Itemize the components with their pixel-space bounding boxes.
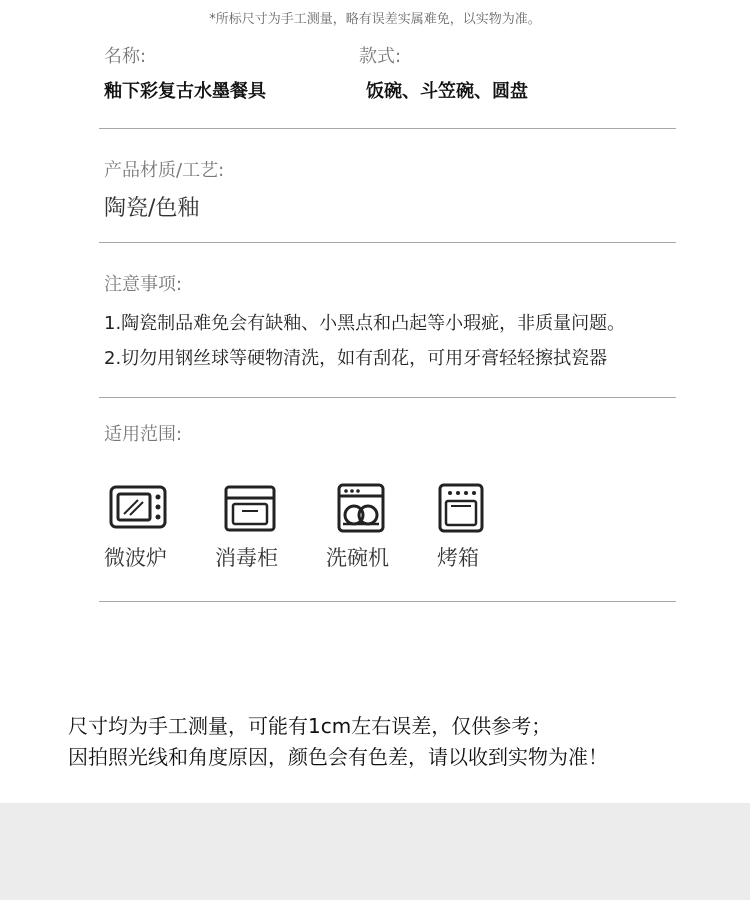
scope-item-label: 微波炉 xyxy=(104,546,167,570)
divider xyxy=(99,128,676,129)
note-item: 2.切勿用钢丝球等硬物清洗，如有刮花，可用牙膏轻轻擦拭瓷器 xyxy=(104,348,608,369)
microwave-icon xyxy=(108,482,168,534)
note-item: 1.陶瓷制品难免会有缺釉、小黑点和凸起等小瑕疵，非质量问题。 xyxy=(104,313,626,334)
footer-line: 因拍照光线和角度原因，颜色会有色差，请以收到实物为准！ xyxy=(68,745,608,769)
top-note: *所标尺寸为手工测量，略有误差实属难免，以实物为准。 xyxy=(209,12,541,27)
name-value: 釉下彩复古水墨餐具 xyxy=(104,81,266,102)
scope-item-label: 消毒柜 xyxy=(215,546,278,570)
dishwasher-icon xyxy=(331,482,391,534)
footer-line: 尺寸均为手工测量，可能有1cm左右误差，仅供参考； xyxy=(68,714,552,738)
scope-item-label: 洗碗机 xyxy=(326,546,389,570)
scope-label: 适用范围: xyxy=(104,424,183,445)
disinfection-cabinet-icon xyxy=(220,482,280,534)
material-label: 产品材质/工艺: xyxy=(104,160,225,181)
notes-label: 注意事项: xyxy=(104,274,183,295)
material-value: 陶瓷/色釉 xyxy=(104,196,200,221)
divider xyxy=(99,242,676,243)
style-label: 款式: xyxy=(359,46,402,67)
style-value: 饭碗、斗笠碗、圆盘 xyxy=(366,81,528,102)
scope-item-label: 烤箱 xyxy=(437,546,479,570)
oven-icon xyxy=(431,482,491,534)
name-label: 名称: xyxy=(104,46,147,67)
bottom-band xyxy=(0,803,750,900)
divider xyxy=(99,397,676,398)
divider xyxy=(99,601,676,602)
